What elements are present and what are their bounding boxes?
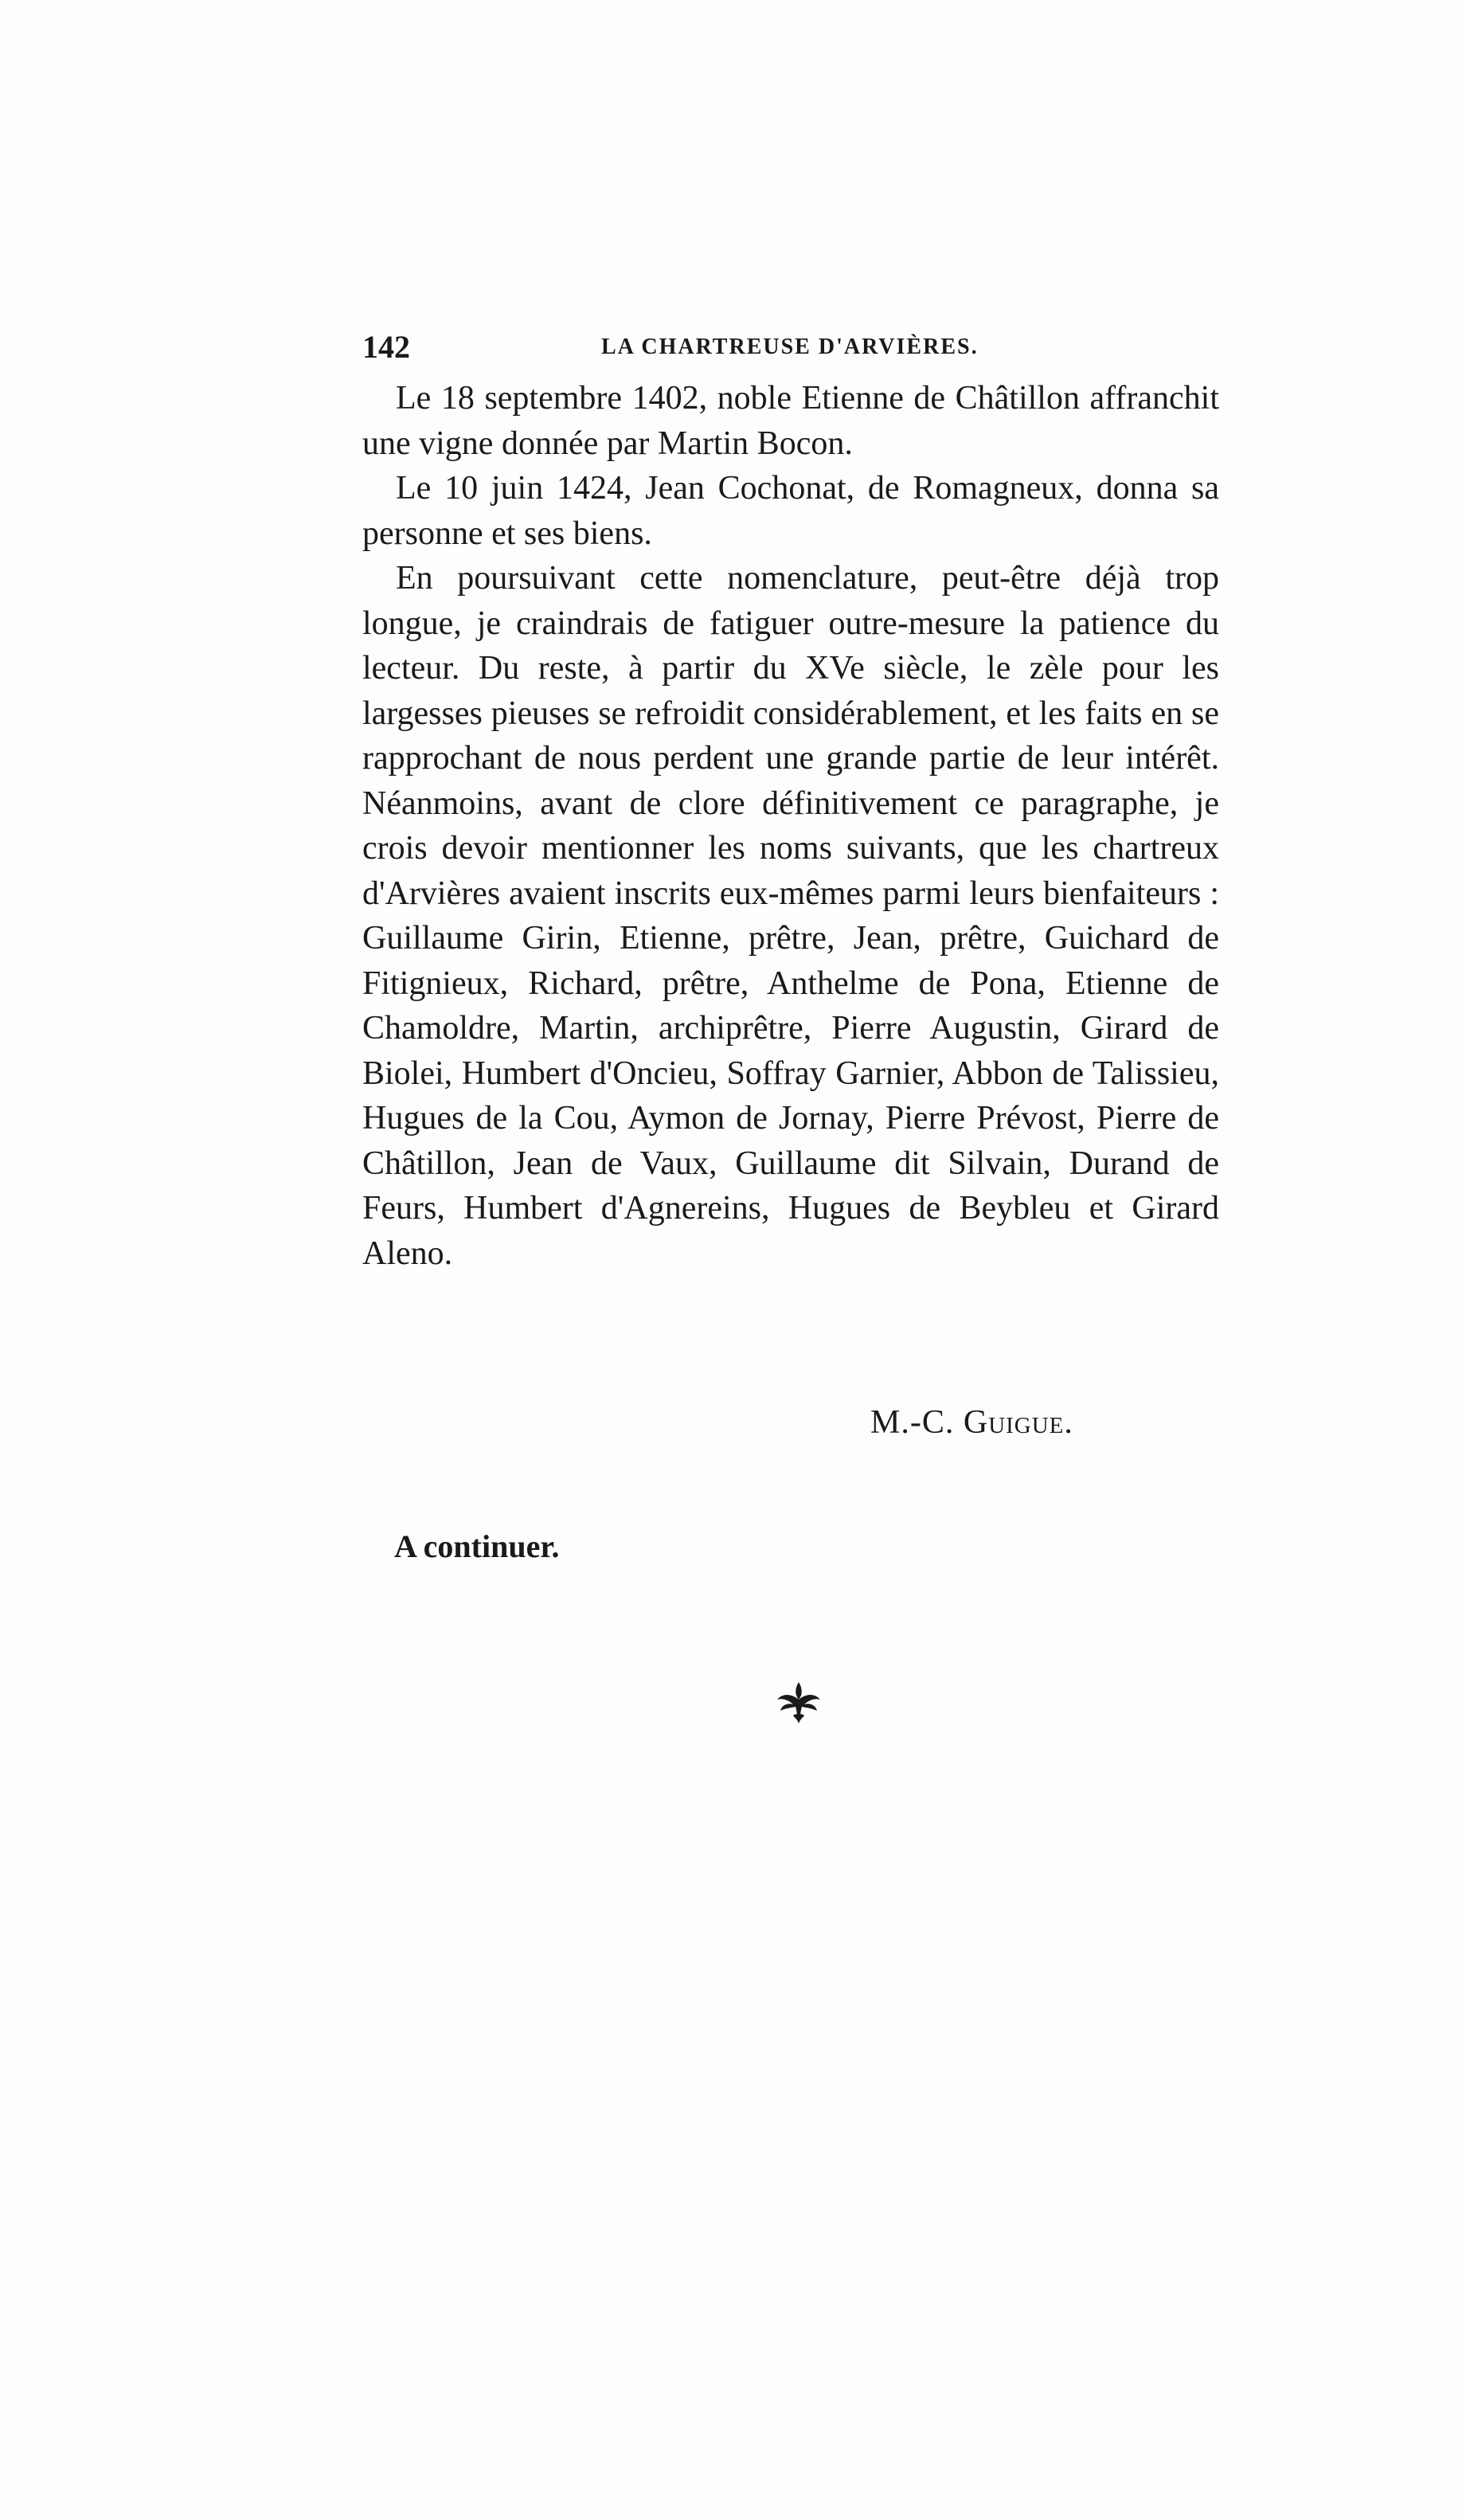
- signature-initials: M.-C.: [870, 1404, 955, 1441]
- paragraph-2: Le 10 juin 1424, Jean Cochonat, de Romagneux, donna sa personne et ses biens.: [362, 470, 1219, 552]
- paragraph-3: En poursuivant cette nomenclature, peut-être déjà trop longue, je craindrais de fatiguer outre-mesure la patience du lecteur. Du reste, à partir du XVe siècle, le zèle pour les largesses pieuses se refroidit considérablement, et les faits en se rapprochant de nous perdent une grande partie de leur intérêt. Néanmoins, avant de clore définitivement ce paragraphe, je crois devoir mentionner les noms suivants, que les chartreux d'Arvières avaient inscrits eux-mêmes parmi leurs bienfaiteurs : Guillaume Girin, Etienne, prêtre, Jean, prêtre, Guichard de Fitignieux, Richard, prêtre, Anthelme de Pona, Etienne de Chamoldre, Martin, archiprêtre, Pierre Augustin, Girard de Biolei, Humbert d'Oncieu, Soffray Garnier, Abbon de Talissieu, Hugues de la Cou, Aymon de Jornay, Pierre Prévost, Pierre de Châtillon, Jean de Vaux, Guillaume dit Silvain, Durand de Feurs, Humbert d'Agnereins, Hugues de Beybleu et Girard Aleno.: [362, 560, 1219, 1272]
- body-text: [362, 376, 1219, 1276]
- page-number: 142: [362, 329, 410, 365]
- signature-surname: Guigue.: [963, 1404, 1073, 1441]
- running-head: [362, 328, 1222, 368]
- continuation-note: A continuer.: [394, 1528, 560, 1564]
- paragraph-1: Le 18 septembre 1402, noble Etienne de Châtillon affranchit une vigne donnée par Martin Bocon.: [362, 380, 1219, 462]
- fleuron-icon: [771, 1679, 827, 1727]
- author-signature: [870, 1403, 1073, 1442]
- running-title: LA CHARTREUSE D'ARVIÈRES.: [601, 335, 979, 359]
